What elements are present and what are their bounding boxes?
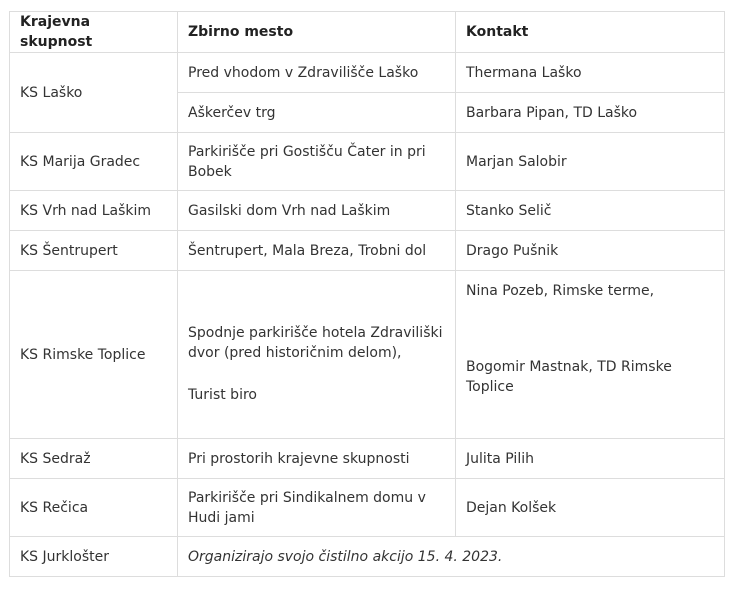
table-row — [10, 537, 725, 577]
table-row — [10, 53, 725, 93]
note-cell: Organizirajo svojo čistilno akcijo 15. 4. 2023. — [178, 537, 725, 577]
kontakt-cell: Thermana Laško — [456, 53, 725, 93]
ks-cell: KS Rečica — [10, 479, 178, 537]
kontakt-cell — [456, 271, 725, 439]
mesto-cell: Pred vhodom v Zdravilišče Laško — [178, 53, 456, 93]
mesto-cell: Parkirišče pri Sindikalnem domu v Hudi jami — [178, 479, 456, 537]
kontakt-line: Bogomir Mastnak, TD Rimske Toplice — [466, 359, 672, 395]
kontakt-cell: Dejan Kolšek — [456, 479, 725, 537]
kontakt-cell: Drago Pušnik — [456, 231, 725, 271]
table-row — [10, 479, 725, 537]
collection-points-table — [9, 11, 725, 577]
table-row — [10, 133, 725, 191]
mesto-cell: Pri prostorih krajevne skupnosti — [178, 439, 456, 479]
table-row — [10, 439, 725, 479]
kontakt-cell: Julita Pilih — [456, 439, 725, 479]
mesto-line: Spodnje parkirišče hotela Zdraviliški dvor (pred historičnim delom), — [188, 324, 443, 361]
ks-cell: KS Šentrupert — [10, 231, 178, 271]
mesto-line: Turist biro — [188, 386, 257, 403]
kontakt-cell: Marjan Salobir — [456, 133, 725, 191]
header-kontakt: Kontakt — [456, 12, 725, 53]
kontakt-cell: Stanko Selič — [456, 191, 725, 231]
ks-cell: KS Sedraž — [10, 439, 178, 479]
ks-cell: KS Marija Gradec — [10, 133, 178, 191]
kontakt-line: Nina Pozeb, Rimske terme, — [466, 283, 655, 299]
header-zbirno-mesto: Zbirno mesto — [178, 12, 456, 53]
mesto-cell: Parkirišče pri Gostišču Čater in pri Bobek — [178, 133, 456, 191]
mesto-cell — [178, 271, 456, 439]
kontakt-cell: Barbara Pipan, TD Laško — [456, 93, 725, 133]
table-row — [10, 191, 725, 231]
ks-cell: KS Laško — [10, 53, 178, 133]
table-row — [10, 231, 725, 271]
ks-cell: KS Jurklošter — [10, 537, 178, 577]
header-krajevna-skupnost: Krajevna skupnost — [10, 12, 178, 53]
ks-cell: KS Vrh nad Laškim — [10, 191, 178, 231]
table-row — [10, 271, 725, 439]
mesto-cell: Gasilski dom Vrh nad Laškim — [178, 191, 456, 231]
mesto-cell: Šentrupert, Mala Breza, Trobni dol — [178, 231, 456, 271]
ks-cell: KS Rimske Toplice — [10, 271, 178, 439]
header-row — [10, 12, 725, 53]
mesto-cell: Aškerčev trg — [178, 93, 456, 133]
